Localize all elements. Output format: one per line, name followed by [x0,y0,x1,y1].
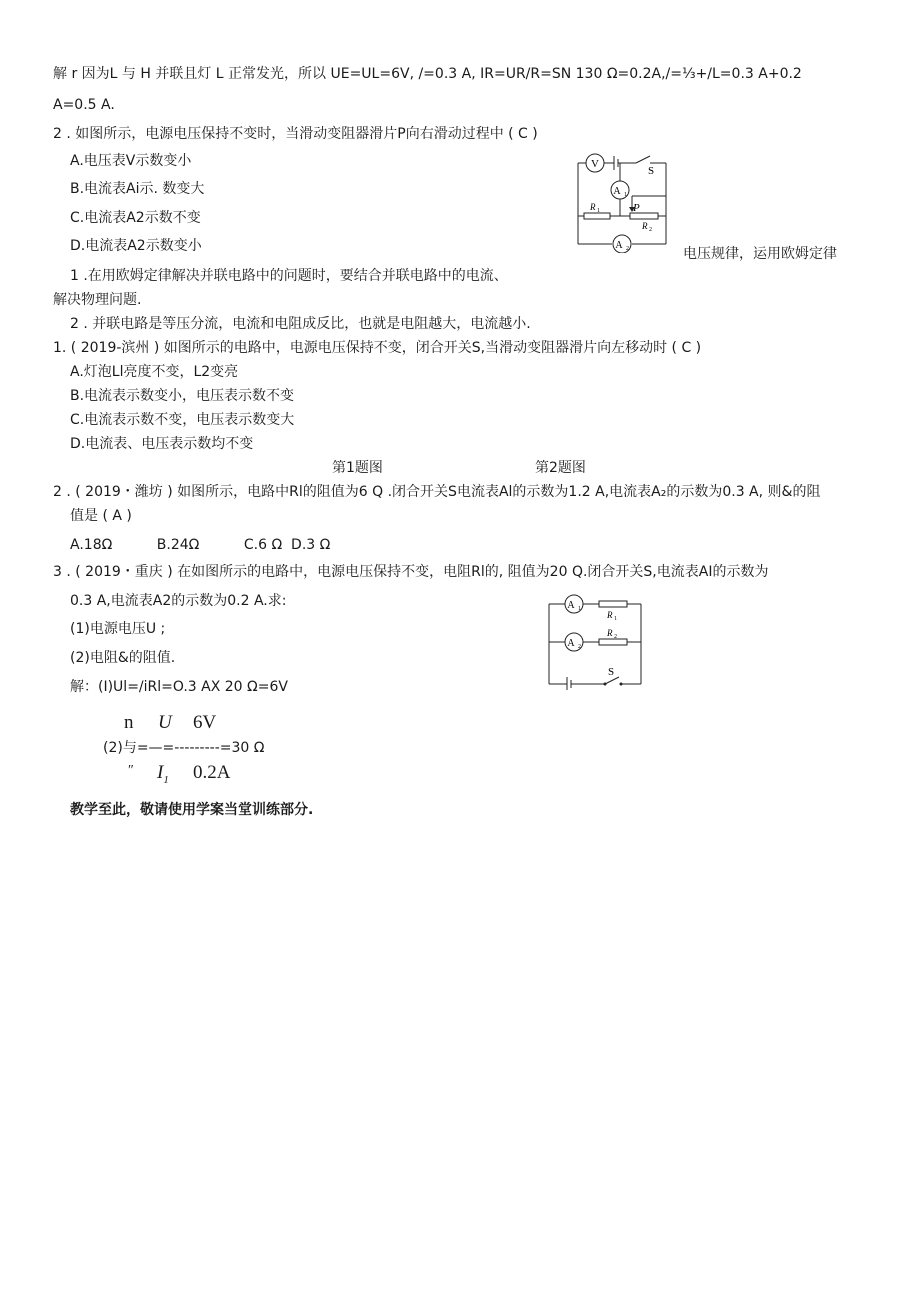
p3-solution-2: (2)与=—=---------=30 Ω [103,740,265,756]
q2-stem: 2 . 如图所示，电源电压保持不变时，当滑动变阻器滑片P向右滑动过程中 ( C ) [53,126,538,142]
p1-option-d: D.电流表、电压表示数均不变 [70,436,254,452]
d2-switch-s-label: S [608,666,615,678]
p2-options: A.18Ω B.24Ω C.6 Ω D.3 Ω [70,537,331,553]
resistor-r2-sub: 2 [649,227,652,233]
intro-line-2: A=0.5 A. [53,97,115,113]
frac-i: $I_1$ [157,762,169,786]
q2-option-a: A.电压表V示数变小 [70,153,192,169]
d2-resistor-r2-label: R [607,628,613,638]
circuit-diagram-2 [545,594,645,690]
p2-stem-2: 值是 ( A ) [70,508,132,524]
switch-s-label: S [648,165,655,177]
tip-1-part-a: 1 .在用欧姆定律解决并联电路中的问题时，要结合并联电路中的电流、 [70,268,508,284]
frac-i-sub: 1 [163,773,169,786]
p3-stem-1: 3 . ( 2019・重庆 ) 在如图所示的电路中，电源电压保持不变，电阻Rl的, 阻值为20 Q.闭合开关S,电流表AI的示数为 [53,564,769,580]
frac-n: n [124,712,134,733]
closing-note: 教学至此，敬请使用学案当堂训练部分. [70,802,314,818]
ammeter-a2-sub: 2 [626,246,629,252]
frac-u: U [158,712,172,733]
ammeter-a1-sub: 1 [624,192,627,198]
caption-fig-2: 第2题图 [535,460,586,476]
p3-question-1: (1)电源电压U ; [70,621,166,637]
q2-option-d: D.电流表A2示数变小 [70,238,202,254]
p1-option-a: A.灯泡Ll亮度不变，L2变亮 [70,364,239,380]
p1-option-c: C.电流表示数不变，电压表示数变大 [70,412,295,428]
tip-1-part-b: 电压规律，运用欧姆定律 [683,246,837,262]
resistor-r2-label: R [642,221,648,231]
voltmeter-v-label: V [591,158,599,170]
q2-option-c: C.电流表A2示数不变 [70,210,201,226]
resistor-r1-label: R [590,202,596,212]
ammeter-a1-label: A [613,186,621,197]
d2-resistor-r1-sub: 1 [614,616,617,622]
d2-ammeter-a1-sub: 1 [578,606,581,612]
d2-resistor-r1-label: R [607,610,613,620]
frac-quote: ″ [128,763,134,778]
frac-02a: 0.2A [193,762,231,783]
p3-stem-2: 0.3 A,电流表A2的示数为0.2 A.求: [70,593,287,609]
d2-ammeter-a2-label: A [567,638,575,649]
d2-ammeter-a1-label: A [567,600,575,611]
p2-stem-1: 2 . ( 2019・潍坊 ) 如图所示，电路中Rl的阻值为6 Q .闭合开关S电流表Al的示数为1.2 A,电流表A₂的示数为0.3 A, 则&的阻 [53,484,821,500]
intro-line-1: 解 r 因为L 与 H 并联且灯 L 正常发光，所以 UE=UL=6V, /=0.3 A, IR=UR/R=SN 130 Ω=0.2A,/=⅓+/L=0.3 A+0.2 [53,66,802,82]
p1-option-b: B.电流表示数变小，电压表示数不变 [70,388,295,404]
circuit-diagram-1 [570,148,680,253]
tip-1-part-c: 解决物理问题. [53,292,142,308]
resistor-r1-sub: 1 [597,208,600,214]
ammeter-a2-label: A [615,240,623,251]
p1-stem: 1. ( 2019-滨州 ) 如图所示的电路中，电源电压保持不变，闭合开关S,当滑动变阻器滑片向左移动时 ( C ) [53,340,702,356]
p3-solution-1: 解：(I)Ul=/iRl=O.3 AX 20 Ω=6V [70,679,288,695]
d2-ammeter-a2-sub: 2 [578,644,581,650]
frac-6v: 6V [193,712,217,733]
p3-question-2: (2)电阻&的阻值. [70,650,176,666]
caption-fig-1: 第1题图 [332,460,383,476]
slider-p-label: P [633,202,640,214]
q2-option-b: B.电流表Ai示. 数变大 [70,181,205,197]
tip-2: 2 . 并联电路是等压分流，电流和电阻成反比，也就是电阻越大，电流越小. [70,316,531,332]
d2-resistor-r2-sub: 2 [614,634,617,640]
